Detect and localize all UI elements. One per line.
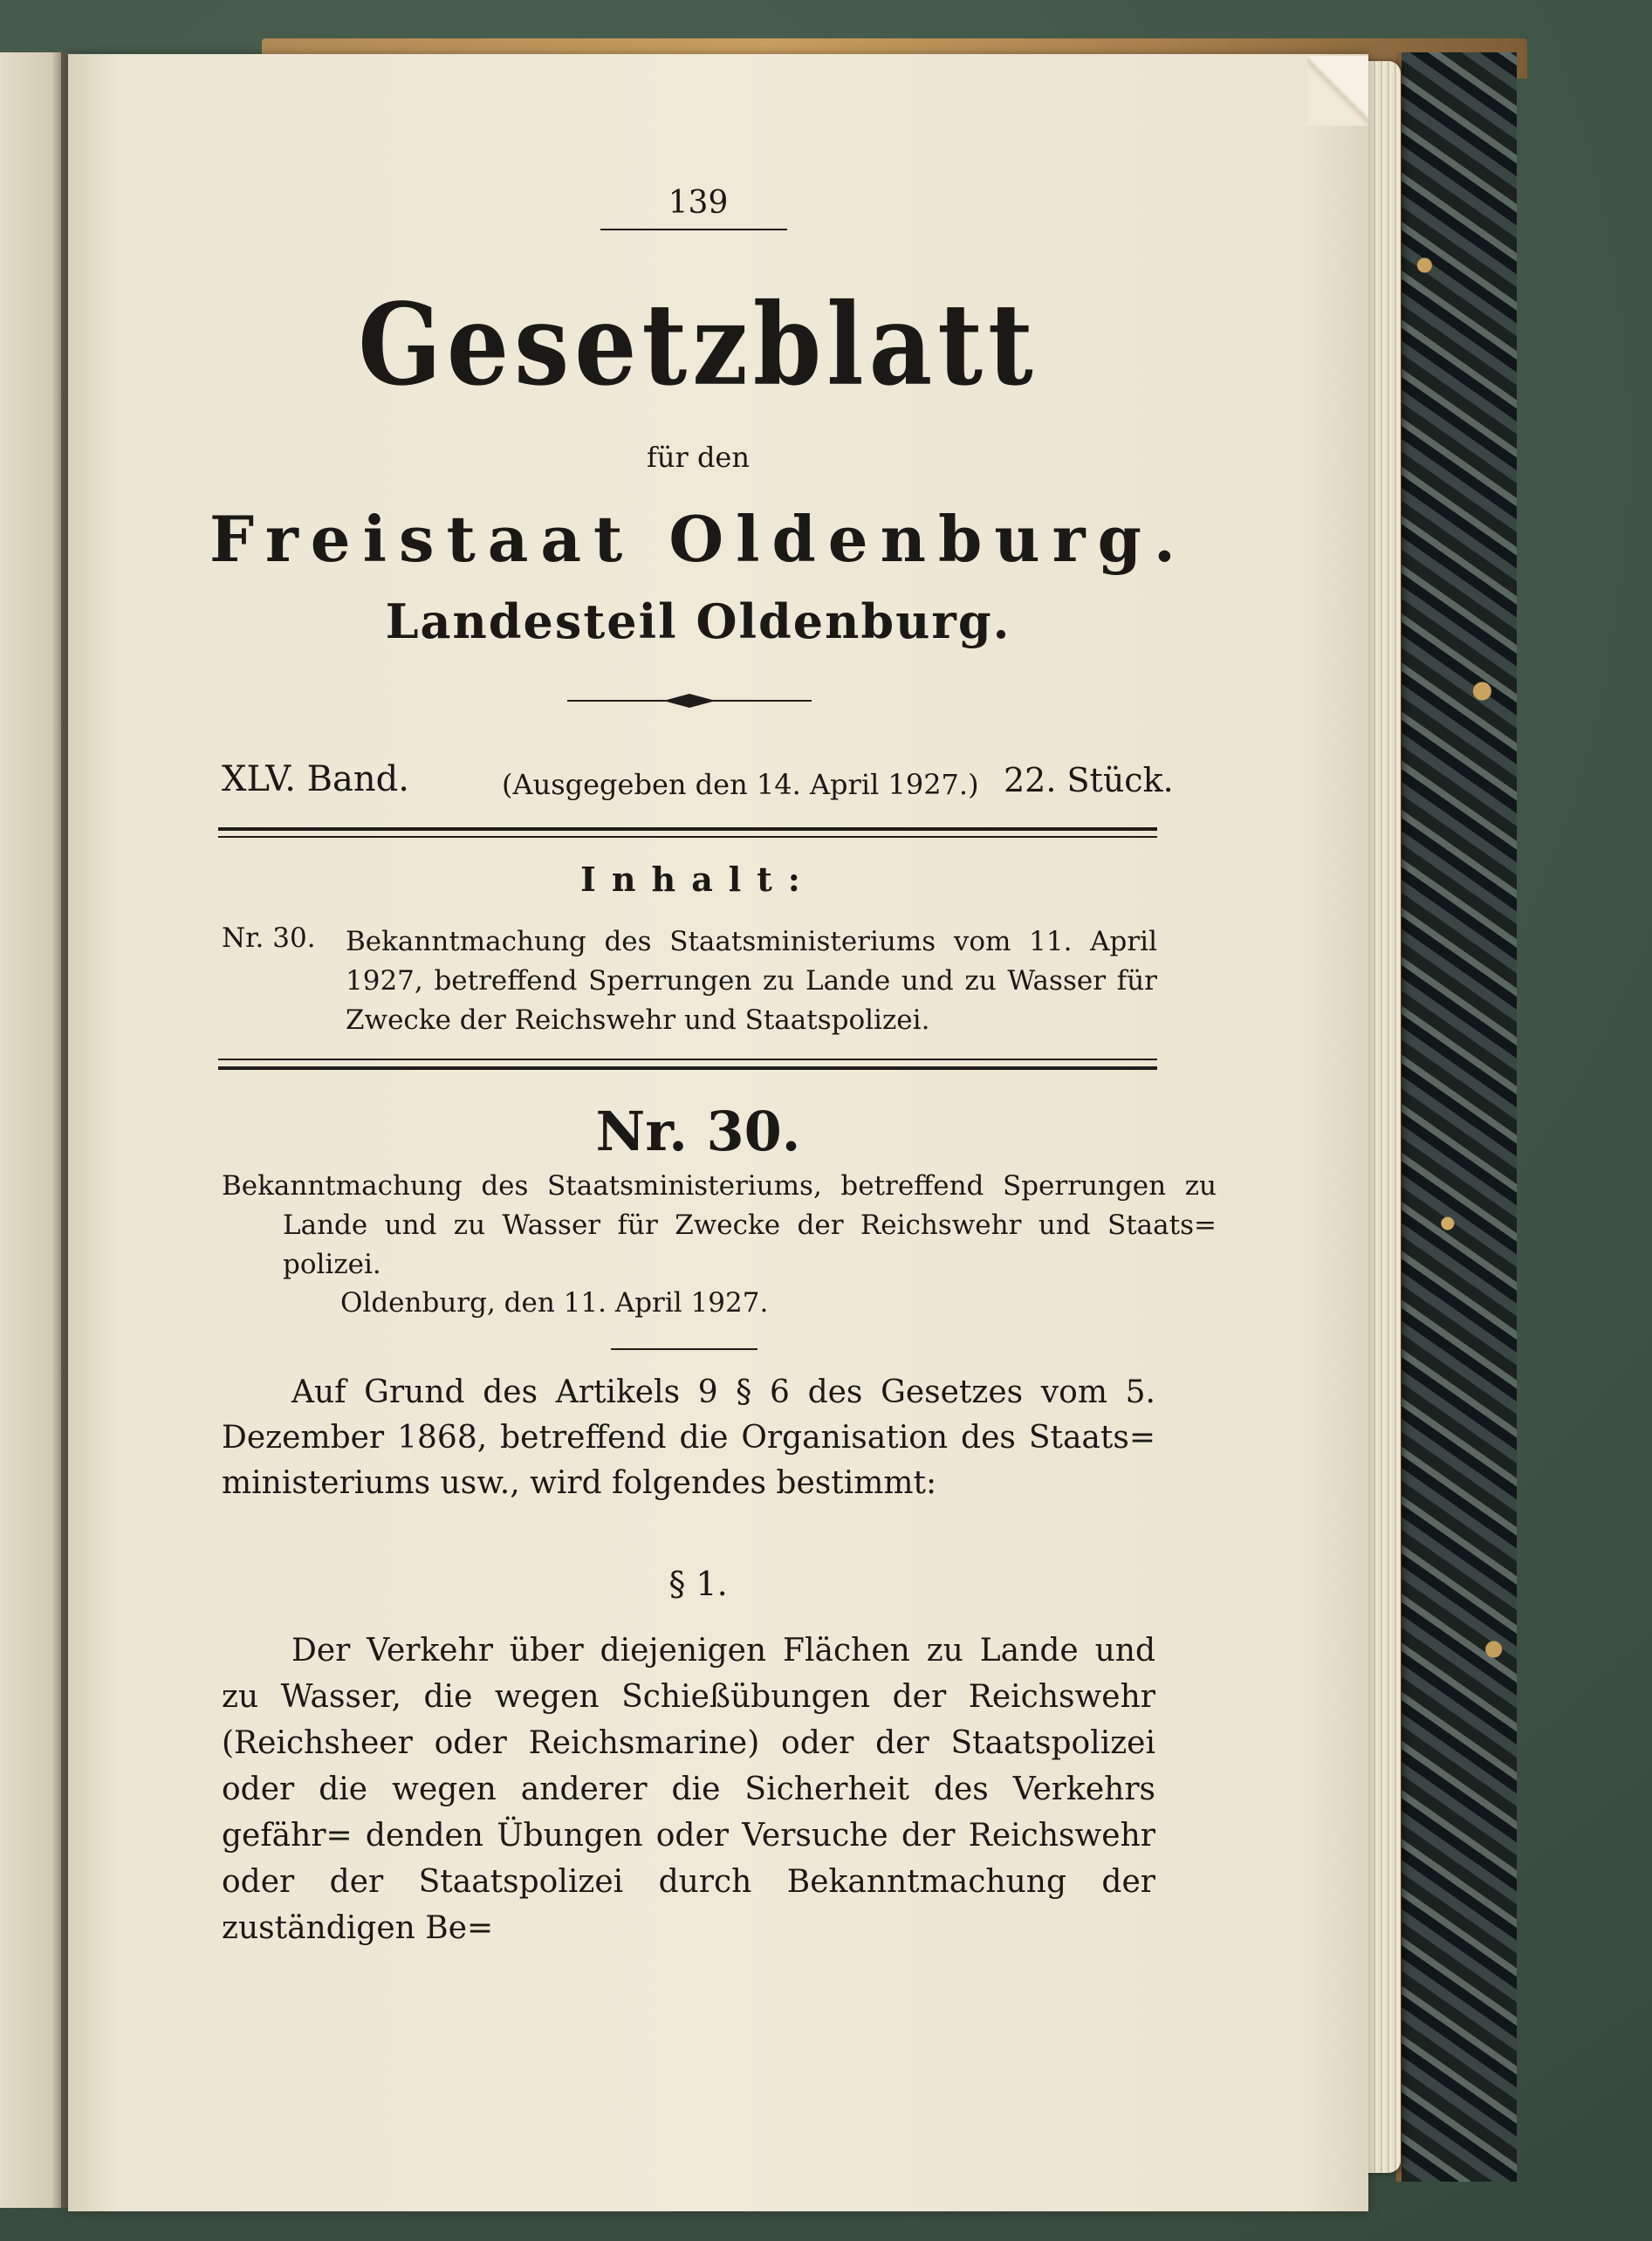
contents-entry-text: Bekanntmachung des Staatsministeriums vom 11. April 1927, betreffend Sperrungen zu Lande und zu Wasser für Zwecke der Reichswehr und Staatspolizei. — [346, 926, 1157, 1036]
paragraph-1-heading: § 1. — [668, 1565, 728, 1603]
place-date: Oldenburg, den 11. April 1927. — [340, 1287, 769, 1319]
contents-heading: Inhalt: — [580, 860, 816, 899]
left-page-edge — [0, 52, 65, 2208]
contents-entry-number: Nr. 30. — [222, 922, 316, 954]
header-double-rule-bottom — [218, 836, 1157, 838]
page-number-rule — [600, 229, 787, 230]
gazette-subtitle: für den — [647, 441, 750, 474]
page-number: 139 — [668, 185, 729, 221]
paragraph-1-text: Der Verkehr über diejenigen Flächen zu Lande und zu Wasser, die wegen Schießübungen der Reichswehr (Reichsheer oder Reichsmarine) oder der Staatspolizei oder die wegen anderer die Sicherheit des Verkehrs gefähr= denden Übungen oder Versuche der Reichswehr oder der Staatspolizei durch Bekanntmachung der zuständigen Be= — [222, 1633, 1155, 1946]
page-corner-curl — [1307, 56, 1368, 126]
header-double-rule-top — [218, 827, 1157, 831]
issue-date: (Ausgegeben den 14. April 1927.) — [502, 768, 979, 801]
state-name: Freistaat Oldenburg. — [209, 502, 1188, 576]
volume-label: XLV. Band. — [222, 759, 409, 799]
region-name: Landesteil Oldenburg. — [385, 593, 1011, 649]
ornament-divider — [567, 692, 812, 709]
gazette-title: Gesetzblatt — [358, 279, 1038, 411]
contents-double-rule-bottom — [218, 1066, 1157, 1070]
announcement-rule — [611, 1348, 757, 1350]
marbled-cover-edge — [1396, 52, 1517, 2182]
intro-paragraph: Auf Grund des Artikels 9 § 6 des Gesetzes vom 5. Dezember 1868, betreffend die Organisation des Staats= ministeriums usw., wird folgendes bestimmt: — [222, 1374, 1155, 1501]
section-heading: Nr. 30. — [595, 1100, 801, 1163]
announcement-title: Bekanntmachung des Staatsministeriums, betreffend Sperrungen zu Lande und zu Wasser für Zwecke der Reichswehr und Staats= polizei. — [222, 1170, 1217, 1280]
part-number: 22. Stück. — [1004, 761, 1174, 799]
contents-double-rule-top — [218, 1059, 1157, 1060]
